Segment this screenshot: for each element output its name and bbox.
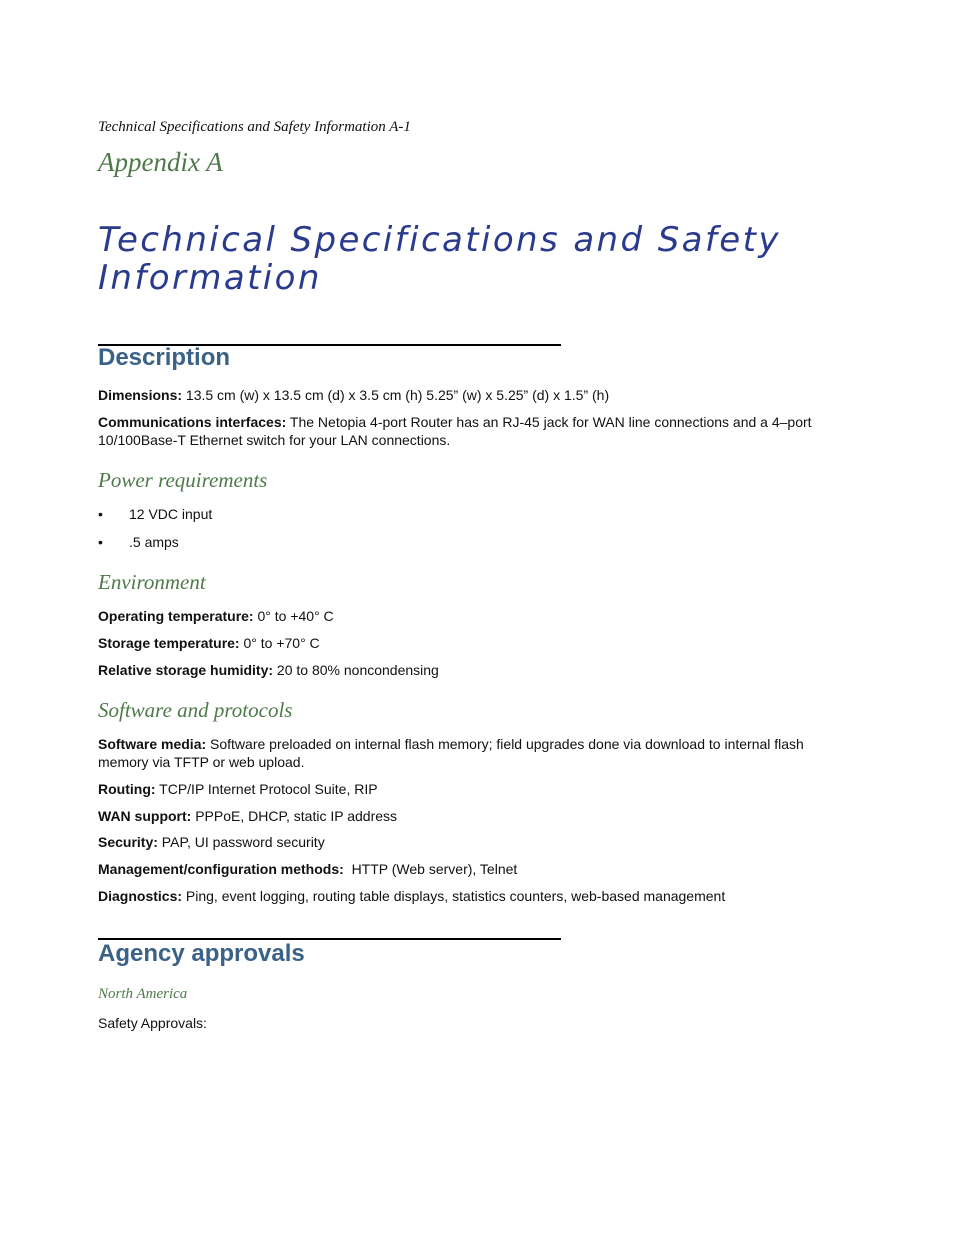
description-heading: Description — [98, 344, 231, 371]
storage-temp-label: Storage temperature: — [98, 635, 240, 651]
security-label: Security: — [98, 834, 158, 850]
bullet-glyph: • — [98, 534, 103, 550]
operating-temp-value: 0° to +40° C — [253, 608, 334, 624]
chapter-title: Technical Specifications and Safety Information — [98, 220, 781, 298]
management-value: HTTP (Web server), Telnet — [343, 861, 518, 877]
wan-value: PPPoE, DHCP, static IP address — [191, 808, 398, 824]
humidity-value: 20 to 80% noncondensing — [273, 662, 439, 678]
power-heading: Power requirements — [98, 468, 268, 492]
software-media-paragraph — [98, 735, 843, 771]
bullet-glyph: • — [98, 506, 103, 522]
agency-heading: Agency approvals — [98, 940, 305, 967]
wan-label: WAN support: — [98, 808, 192, 824]
region-heading: North America — [98, 986, 188, 1002]
storage-temp-value: 0° to +70° C — [239, 635, 320, 651]
appendix-label: Appendix A — [98, 147, 223, 177]
dimensions-paragraph — [98, 386, 843, 404]
management-paragraph — [98, 860, 843, 878]
software-media-value: Software preloaded on internal flash memory; field upgrades done via download to internal flash memory via TFTP or web upload. — [98, 736, 804, 770]
storage-temp-paragraph — [98, 634, 843, 652]
operating-temp-paragraph — [98, 607, 843, 625]
interfaces-paragraph — [98, 413, 843, 449]
running-head: Technical Specifications and Safety Information A-1 — [98, 119, 411, 135]
security-value: PAP, UI password security — [157, 834, 325, 850]
diagnostics-label: Diagnostics: — [98, 888, 183, 904]
list-item-text: 12 VDC input — [129, 506, 213, 522]
interfaces-label: Communications interfaces: — [98, 414, 287, 430]
software-media-label: Software media: — [98, 736, 207, 752]
dimensions-value: 13.5 cm (w) x 13.5 cm (d) x 3.5 cm (h) 5.25” (w) x 5.25” (d) x 1.5” (h) — [182, 387, 610, 403]
wan-paragraph — [98, 807, 843, 825]
diagnostics-value: Ping, event logging, routing table displays, statistics counters, web-based management — [182, 888, 726, 904]
interfaces-value: The Netopia 4-port Router has an RJ-45 jack for WAN line connections and a 4–port 10/100Base-T Ethernet switch for your LAN connections. — [98, 414, 812, 448]
operating-temp-label: Operating temperature: — [98, 608, 254, 624]
routing-value: TCP/IP Internet Protocol Suite, RIP — [155, 781, 378, 797]
humidity-label: Relative storage humidity: — [98, 662, 274, 678]
humidity-paragraph — [98, 661, 843, 679]
diagnostics-paragraph — [98, 887, 843, 905]
security-paragraph — [98, 833, 843, 851]
routing-label: Routing: — [98, 781, 156, 797]
routing-paragraph — [98, 780, 843, 798]
management-label: Management/configuration methods: — [98, 861, 344, 877]
environment-heading: Environment — [98, 570, 206, 594]
dimensions-label: Dimensions: — [98, 387, 183, 403]
software-heading: Software and protocols — [98, 698, 293, 722]
safety-approvals-label: Safety Approvals: — [98, 1015, 207, 1031]
list-item-text: .5 amps — [129, 534, 179, 550]
